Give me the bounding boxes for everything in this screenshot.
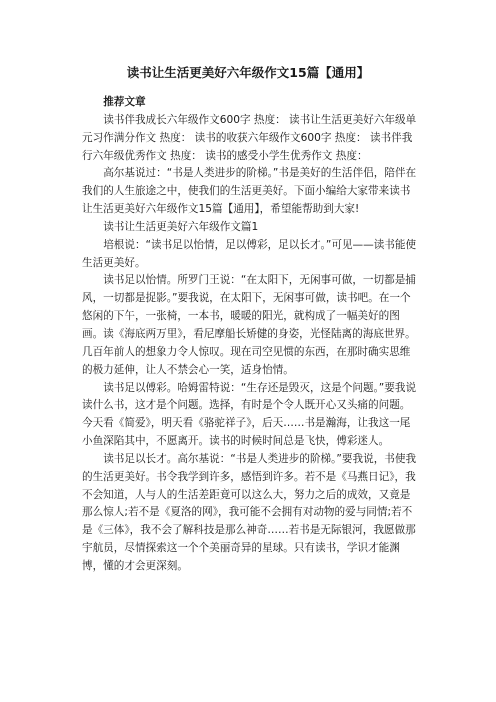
recommend-list: 读书伴我成长六年级作文600字 热度： 读书让生活更美好六年级单元习作满分作文 热度： 读书的收获六年级作文600字 热度： 读书伴我行六年级优秀作文 热度： 读书的感受小学生优秀作文 热度： xyxy=(82,113,417,162)
essay-paragraph: 读书足以怡情。所罗门王说：“在太阳下，无闲事可做，一切都是捕风，一切都是捉影。”要我说，在太阳下，无闲事可做，读书吧。在一个悠闲的下午，一张椅，一本书，暖暖的阳光，就构成了一幅美好的图画。读《海底两万里》，看尼摩船长矫健的身姿，光怪陆离的海底世界。几百年前人的想象力令人惊叹。现在司空见惯的东西，在那时确实思维的极力延伸，让人不禁会心一笑，适身怡情。 xyxy=(82,274,416,376)
essay-heading: 读书让生活更美好六年级作文篇1 xyxy=(103,220,259,233)
document-title: 读书让生活更美好六年级作文15篇【通用】 xyxy=(126,65,370,80)
intro-paragraph: 高尔基说过：“书是人类进步的阶梯。”书是美好的生活伴侣，陪伴在我们的人生旅途之中，使我们的生活更美好。下面小编给大家带来读书让生活更美好六年级作文15篇【通用】，希望能帮助到大家! xyxy=(82,167,417,216)
document-body xyxy=(82,94,418,576)
essay-paragraph: 读书足以长才。高尔基说：“书是人类进步的阶梯。”要我说，书使我的生活更美好。书令我学到许多，感悟到许多。若不是《马燕日记》，我不会知道，人与人的生活差距竟可以这么大，努力之后的成效，又竟是那么惊人;若不是《夏洛的网》，我可能不会拥有对动物的爱与同情;若不是《三体》，我不会了解科技是那么神奇……若书是无际银河，我愿做那宇航员，尽情探索这一个个美丽奇异的星球。只有读书，学识才能渊博，懂的才会更深刻。 xyxy=(82,452,417,572)
recommend-heading: 推荐文章 xyxy=(103,96,146,108)
essay-paragraph: 培根说：“读书足以怡情，足以傅彩，足以长才。”可见——读书能使生活更美好。 xyxy=(82,238,417,269)
essay-paragraph: 读书足以傅彩。哈姆雷特说：“生存还是毁灭，这是个问题。”要我说读什么书，这才是个问题。选择，有时是个令人既开心又头痛的问题。今天看《简爱》，明天看《骆驼祥子》，后天……书是瀚海，让我这一尾小鱼深陷其中，不愿离开。读书的时候时间总是飞快，傅彩迷人。 xyxy=(82,381,417,448)
